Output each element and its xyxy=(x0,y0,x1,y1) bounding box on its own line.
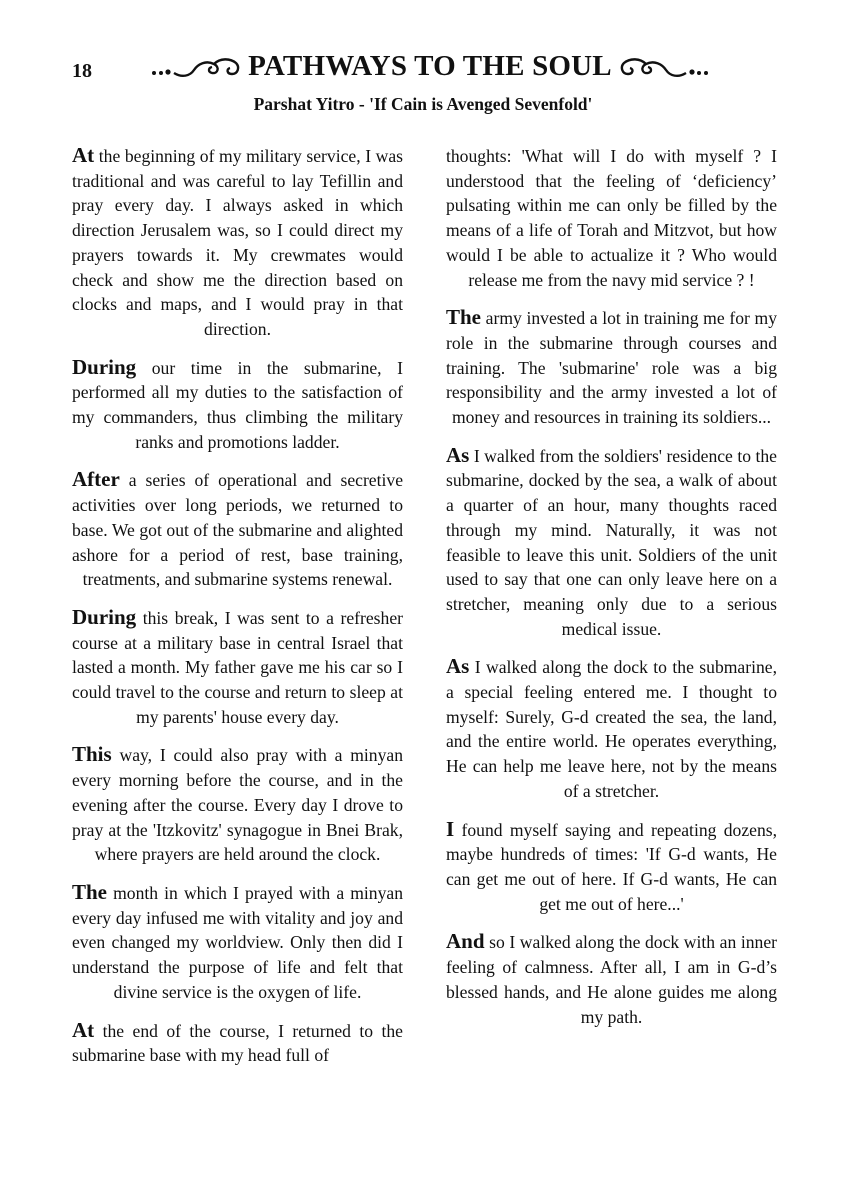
paragraph xyxy=(72,605,403,730)
paragraph-lead-word: As xyxy=(446,654,470,679)
paragraph xyxy=(446,443,777,642)
paragraph-text: a series of operational and secretive activities over long periods, we returned to base. We got out of the submarine and alighted ashore for a period of rest, base training, treatments, and submarine systems renewal. xyxy=(72,470,403,590)
right-column xyxy=(446,143,777,1042)
paragraph xyxy=(72,1018,403,1068)
swirl-ornament-left-icon xyxy=(150,54,242,80)
paragraph-lead-word: During xyxy=(72,604,137,629)
paragraph-lead-word: The xyxy=(446,305,482,330)
paragraph-text: way, I could also pray with a minyan every morning before the course, and in the evening after the course. Every day I drove to pray at the 'Itzkovitz' synagogue in Bnei Brak, where prayers are held around the clock. xyxy=(72,745,403,865)
paragraph-text: thoughts: 'What will I do with myself ? I understood that the feeling of ‘deficiency’ pulsating within me can only be filled by the means of a life of Torah and Mitzvot, but how would I be able to actualize it ? Who would release me from the navy mid service ? ! xyxy=(446,146,777,290)
paragraph-text: I walked along the dock to the submarine, a special feeling entered me. I thought to myself: Surely, G-d created the sea, the land, and the entire world. He operates everything, He can help me leave here, not by the means of a stretcher. xyxy=(446,657,777,801)
paragraph-lead-word: As xyxy=(446,442,470,467)
header-title: PATHWAYS TO THE SOUL xyxy=(248,50,612,82)
paragraph-lead-word: During xyxy=(72,354,137,379)
paragraph xyxy=(446,305,777,430)
paragraph xyxy=(72,143,403,342)
paragraph xyxy=(446,654,777,803)
page-number: 18 xyxy=(72,60,92,82)
running-header xyxy=(130,50,730,83)
paragraph-text: this break, I was sent to a refresher course at a military base in central Israel that lasted a month. My father gave me his car so I could travel to the course and return to sleep at my parents' house every day. xyxy=(72,607,403,727)
paragraph xyxy=(72,880,403,1005)
paragraph-lead-word: I xyxy=(446,816,455,841)
paragraph-lead-word: This xyxy=(72,742,112,767)
paragraph xyxy=(72,742,403,867)
paragraph-text: our time in the submarine, I performed all my duties to the satisfaction of my commanders, thus climbing the military ranks and promotions ladder. xyxy=(72,357,403,452)
paragraph-text: so I walked along the dock with an inner feeling of calmness. After all, I am in G-d’s blessed hands, and He alone guides me along my path. xyxy=(446,932,777,1027)
paragraph-text: army invested a lot in training me for my role in the submarine through courses and training. The 'submarine' role was a big responsibility and the army invested a lot of money and resources in training its soldiers... xyxy=(446,308,777,428)
paragraph-text: I walked from the soldiers' residence to the submarine, docked by the sea, a walk of about a quarter of an hour, many thoughts raced through my mind. Naturally, it was not feasible to leave this unit. Soldiers of the unit used to say that one can only leave here on a stretcher, meaning only due to a serious medical issue. xyxy=(446,445,777,639)
paragraph-lead-word: After xyxy=(72,467,120,492)
swirl-ornament-right-icon xyxy=(618,54,710,80)
paragraph xyxy=(446,929,777,1029)
left-column xyxy=(72,143,403,1081)
paragraph xyxy=(446,143,777,292)
paragraph-text: the beginning of my military service, I was traditional and was careful to lay Tefillin and pray every day. I always asked in which direction Jerusalem was, so I could direct my prayers towards it. My crewmates would check and show me the direction based on clocks and maps, and I would pray in that direction. xyxy=(72,146,403,339)
article-subtitle: Parshat Yitro - 'If Cain is Avenged Sevenfold' xyxy=(253,94,593,114)
paragraph xyxy=(72,355,403,455)
paragraph-lead-word: And xyxy=(446,929,485,954)
paragraph-lead-word: The xyxy=(72,879,108,904)
paragraph-lead-word: At xyxy=(72,143,95,167)
paragraph-lead-word: At xyxy=(72,1017,95,1042)
paragraph-text: found myself saying and repeating dozens, maybe hundreds of times: 'If G-d wants, He can get me out of here. If G-d wants, He can get me out of here...' xyxy=(446,819,777,914)
paragraph-text: the end of the course, I returned to the submarine base with my head full of xyxy=(72,1020,403,1066)
paragraph xyxy=(72,467,403,592)
paragraph xyxy=(446,817,777,917)
paragraph-text: month in which I prayed with a minyan every day infused me with vitality and joy and even changed my worldview. Only then did I understand the purpose of life and felt that divine service is the oxygen of life. xyxy=(72,882,403,1002)
